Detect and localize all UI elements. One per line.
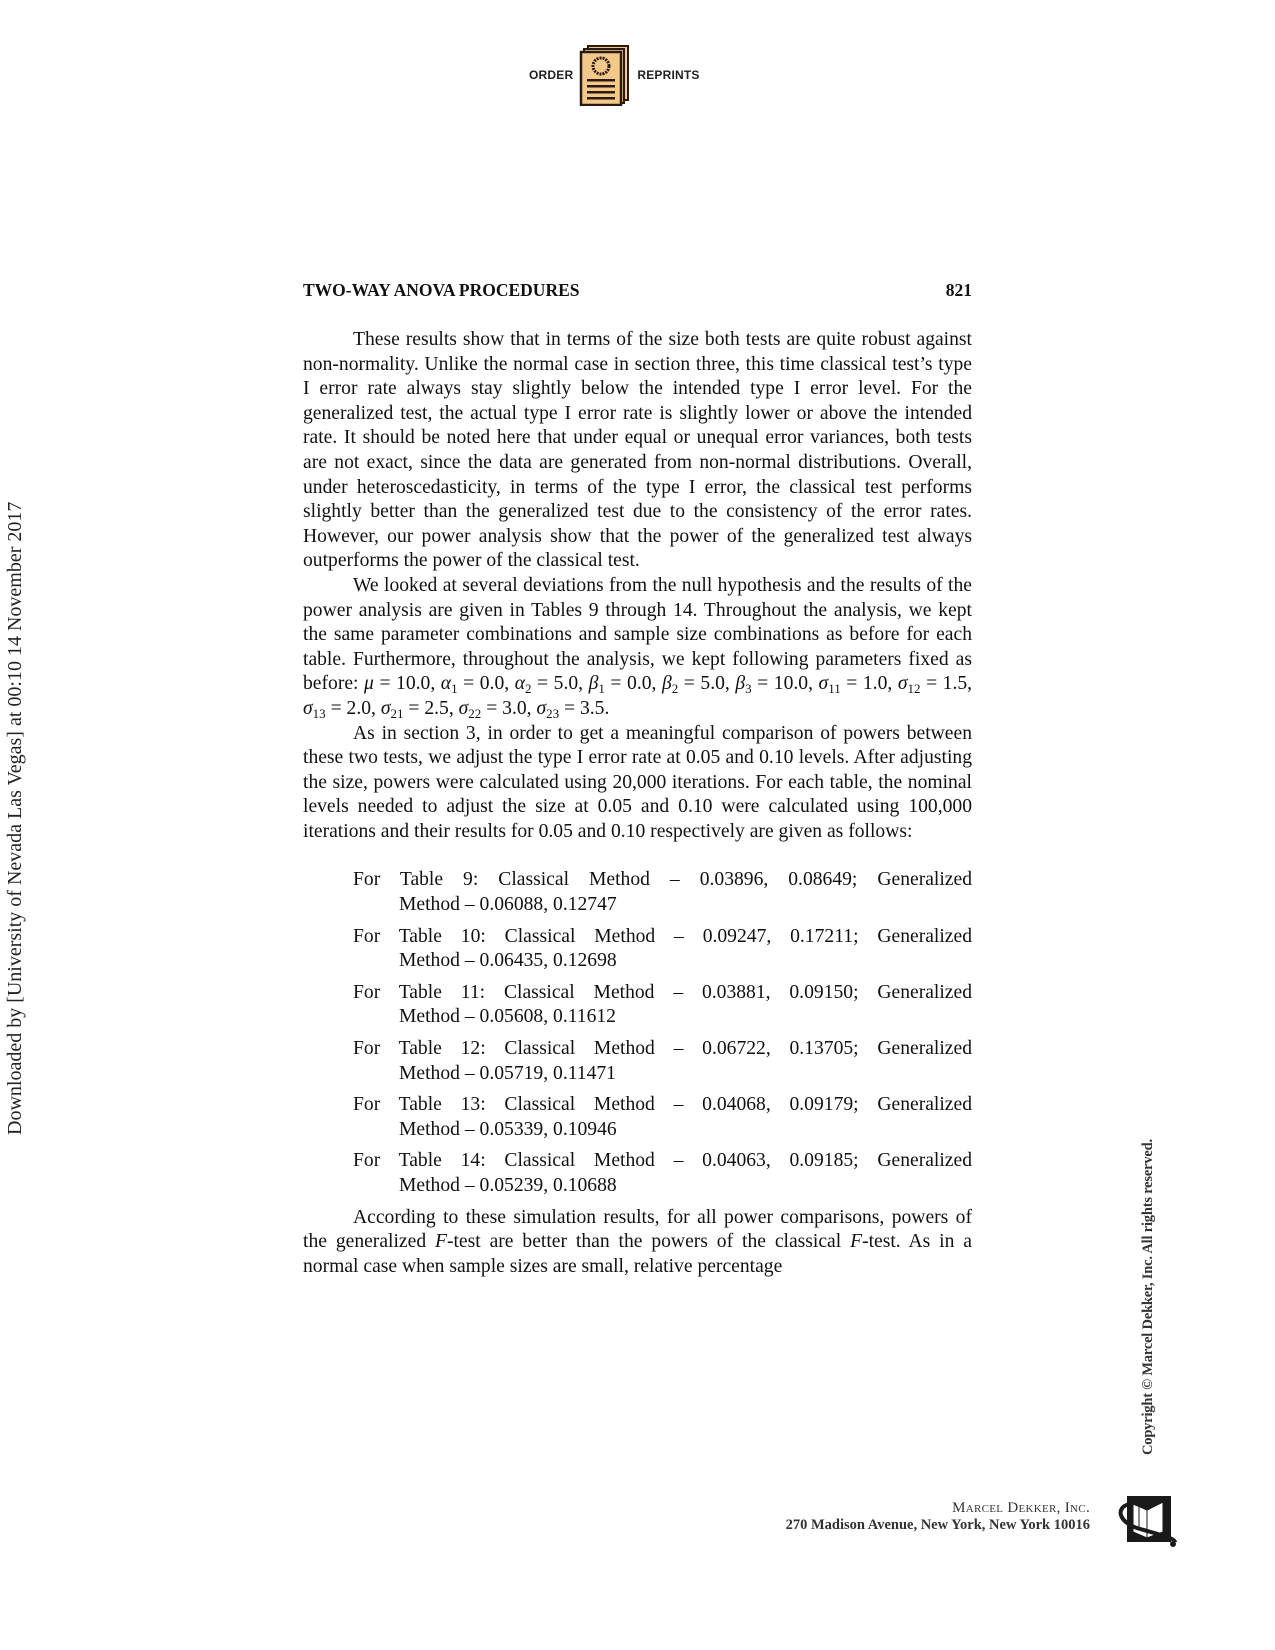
parameter-subscript: 1	[451, 681, 458, 697]
copyright-notice: Copyright © Marcel Dekker, Inc. All rights reserved.	[1140, 1139, 1156, 1455]
body-text	[303, 328, 972, 1279]
paragraph-size-adjustment: As in section 3, in order to get a meaningful comparison of powers between these two tests, we adjust the type I error rate at 0.05 and 0.10 levels. After adjusting the size, powers were calculated using 20,000 iterations. For each table, the nominal levels needed to adjust the size at 0.05 and 0.10 were calculated using 100,000 iterations and their results for 0.05 and 0.10 respectively are given as follows:	[303, 722, 972, 842]
parameter-symbol: σ	[818, 673, 829, 695]
parameter-value: $\sigma_{12} = 1.5$,	[897, 673, 973, 697]
parameter-subscript: 11	[828, 681, 841, 697]
parameter-symbol: σ	[303, 697, 313, 719]
parameter-symbol: σ	[458, 697, 469, 719]
running-head	[303, 280, 972, 301]
f-symbol: F	[435, 1231, 447, 1253]
parameter-subscript: 13	[312, 705, 326, 721]
list-item-classical: For Table 12: Classical Method – 0.06722, 0.13705; Generalized	[353, 1038, 972, 1060]
list-item	[353, 1149, 972, 1198]
conclusion-text-b: -test are better than the powers of the classical	[446, 1231, 851, 1253]
parameter-symbol: σ	[536, 697, 547, 719]
conclusion-text-a: According to these simulation results, for all power comparisons, powers of the generalized	[303, 1206, 972, 1253]
parameter-subscript: 1	[598, 681, 605, 697]
conclusion-text-c: -test. As in a normal case when sample sizes are small, relative percentage	[303, 1231, 972, 1277]
parameter-value: $\alpha_2 = 5.0$,	[514, 673, 589, 697]
parameter-subscript: 23	[546, 705, 560, 721]
parameter-subscript: 21	[390, 705, 404, 721]
list-item-classical: For Table 11: Classical Method – 0.03881, 0.09150; Generalized	[353, 981, 972, 1003]
parameter-value: $\sigma_{13} = 2.0$,	[303, 697, 381, 721]
page-number: 821	[945, 280, 972, 300]
parameter-value: $\alpha_1 = 0.0$,	[440, 673, 515, 697]
parameter-value: $\sigma_{21} = 2.5$,	[380, 697, 459, 721]
f-symbol: F	[850, 1231, 863, 1253]
parameter-value: $\sigma_{11} = 1.0$,	[818, 673, 898, 697]
parameter-symbol: β	[735, 673, 746, 695]
parameter-symbol: σ	[897, 673, 908, 695]
list-item-classical: For Table 13: Classical Method – 0.04068, 0.09179; Generalized	[353, 1094, 972, 1116]
parameter-value: $\beta_1 = 0.0$,	[588, 673, 662, 697]
parameter-symbol: β	[588, 673, 599, 695]
paragraph-conclusion	[303, 1206, 972, 1280]
list-item-generalized: Method – 0.05239, 0.10688	[399, 1175, 617, 1196]
parameter-value: $\beta_2 = 5.0$,	[661, 673, 736, 697]
parameter-symbol: β	[661, 673, 672, 695]
list-item	[353, 1093, 972, 1142]
paragraph-power-analysis-text: We looked at several deviations from the null hypothesis and the results of the power analysis are given in Tables 9 through 14. Throughout the analysis, we kept the same parameter combinations and sample size combinations as before for each table. Furthermore, throughout the analysis, we kept following parameters fixed as before:	[303, 574, 972, 695]
list-item-classical: For Table 14: Classical Method – 0.04063, 0.09185; Generalized	[353, 1150, 972, 1172]
parameter-value: $\sigma_{22} = 3.0$,	[458, 697, 537, 721]
parameter-symbol: σ	[380, 697, 391, 719]
parameter-symbol: α	[514, 673, 525, 695]
order-reprints-banner[interactable]	[529, 42, 700, 108]
parameter-subscript: 22	[468, 705, 482, 721]
publisher-address: 270 Madison Avenue, New York, New York 10016	[785, 1517, 1090, 1533]
open-book-logo-icon	[1117, 1494, 1177, 1550]
parameter-subscript: 3	[745, 681, 752, 697]
fixed-parameters	[303, 673, 972, 719]
list-item-generalized: Method – 0.06088, 0.12747	[399, 894, 617, 916]
list-item-classical: For Table 9: Classical Method – 0.03896, 0.08649; Generalized	[353, 869, 972, 891]
publisher-block	[786, 1500, 1090, 1534]
paragraph-robustness: These results show that in terms of the size both tests are quite robust against non-normality. Unlike the normal case in section three, this time classical test’s type I error rate always stay slightly below the intended type I error level. For the generalized test, the actual type I error rate is slightly lower or above the intended rate. It should be noted here that under equal or unequal error variances, both tests are not exact, since the data are generated from non-normal distributions. Overall, under heteroscedasticity, in terms of the type I error, the classical test performs slightly better than the generalized test due to the consistency of the error rates. However, our power analysis show that the power of the generalized test always outperforms the power of the classical test.	[303, 329, 972, 572]
parameter-symbol: α	[440, 673, 452, 695]
document-stack-icon[interactable]	[579, 44, 631, 106]
parameter-symbol: μ	[364, 673, 374, 695]
list-item-generalized: Method – 0.05719, 0.11471	[399, 1062, 616, 1084]
list-item	[353, 981, 972, 1030]
list-item-classical: For Table 10: Classical Method – 0.09247, 0.17211; Generalized	[353, 925, 972, 947]
list-item	[353, 1037, 972, 1086]
parameter-value: μ = 10.0,	[364, 673, 441, 695]
list-item	[353, 925, 972, 974]
download-watermark: Downloaded by [University of Nevada Las Vegas] at 00:10 14 November 2017	[4, 501, 26, 1135]
list-item	[353, 868, 972, 917]
list-item-generalized: Method – 0.05608, 0.11612	[399, 1006, 616, 1028]
nominal-levels-list	[303, 868, 972, 1198]
paragraph-power-analysis	[303, 574, 972, 722]
order-link[interactable]: ORDER	[529, 68, 574, 82]
publisher-name: Marcel Dekker, Inc.	[952, 1500, 1090, 1516]
running-head-title: TWO-WAY ANOVA PROCEDURES	[303, 280, 580, 300]
parameter-subscript: 2	[671, 681, 679, 697]
parameter-value: $\sigma_{23} = 3.5$.	[536, 697, 610, 721]
list-item-generalized: Method – 0.06435, 0.12698	[399, 950, 617, 972]
parameter-value: $\beta_3 = 10.0$,	[735, 673, 819, 697]
list-item-generalized: Method – 0.05339, 0.10946	[399, 1118, 617, 1140]
parameter-subscript: 2	[525, 681, 532, 697]
parameter-subscript: 12	[907, 681, 921, 697]
reprints-link[interactable]: REPRINTS	[637, 68, 700, 82]
